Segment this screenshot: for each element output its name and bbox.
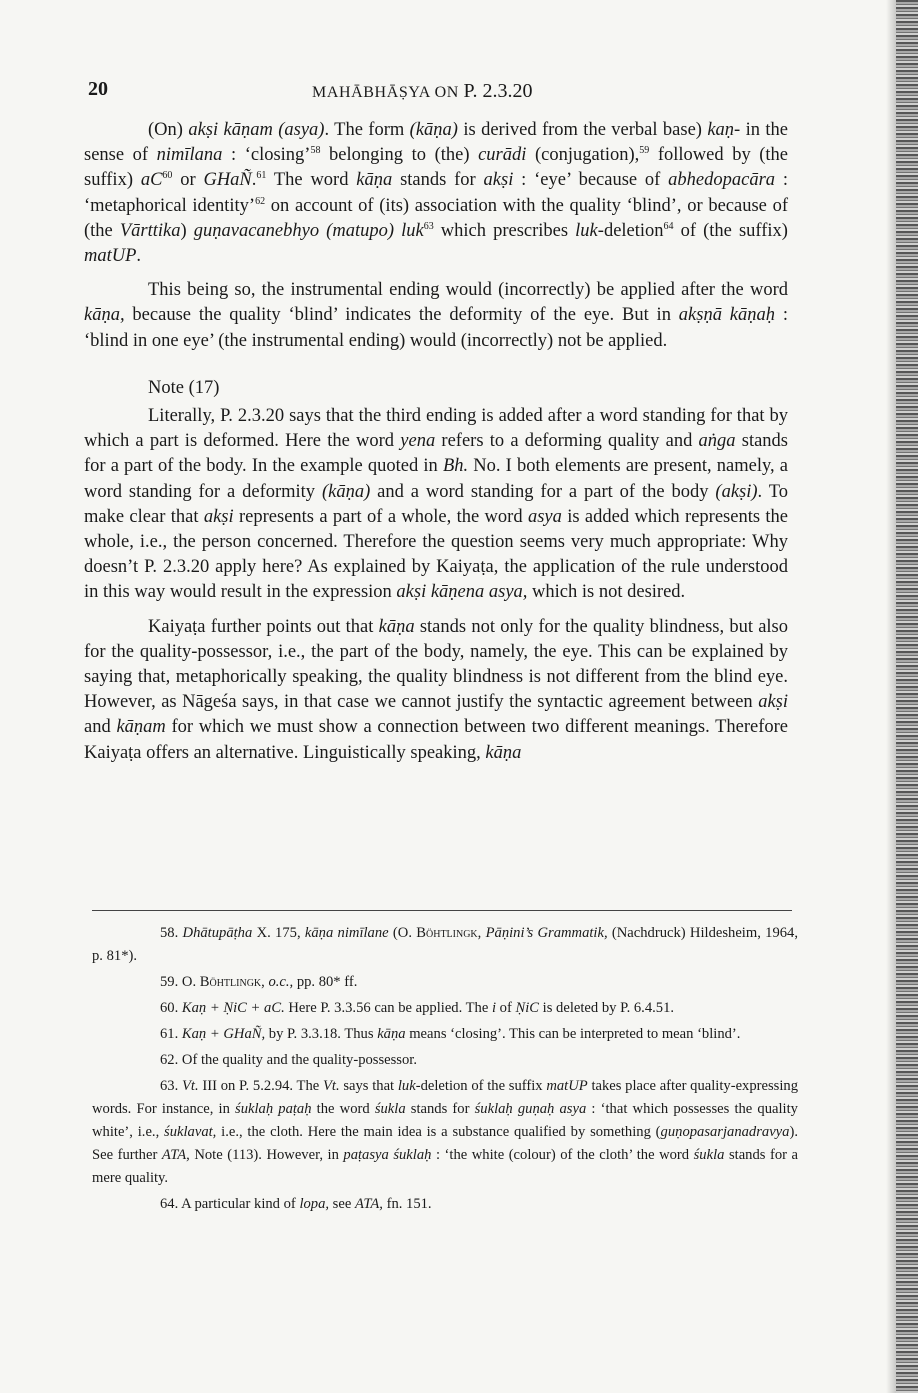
footnote-60: 60. Kaṇ + ṆiC + aC. Here P. 3.3.56 can be applied. The i of ṆiC is deleted by P. 6.4.51. xyxy=(160,1000,675,1016)
paragraph-3: Literally, P. 2.3.20 says that the third ending is added after a word standing for that by which a part is deformed. Here the word yena refers to a deforming quality and aṅga stands for a part of the body. In the example quoted in Bh. No. I both elements are present, namely, a word standing for a deformity (kāṇa) and a word standing for a part of the body (akṣi). To make clear that akṣi represents a part of a whole, the word asya is added which represents the whole, i.e., the person concerned. Therefore the question seems very much appropriate: Why doesn’t P. 2.3.20 apply here? As explained by Kaiyaṭa, the application of the rule understood in this way would result in the expression akṣi kāṇena asya, which is not desired. xyxy=(84,406,789,603)
footnote-64: 64. A particular kind of lopa, see ATA, fn. 151. xyxy=(160,1196,432,1212)
note-heading: Note (17) xyxy=(148,377,220,398)
footnote-ref: 62 xyxy=(255,195,266,207)
footnote-59: 59. O. Böhtlingk, o.c., pp. 80* ff. xyxy=(160,974,358,990)
footnotes xyxy=(92,922,798,1219)
footnote-ref: 60 xyxy=(162,170,173,182)
running-head: MAHĀBHĀṢYA ON P. 2.3.20 xyxy=(312,80,533,102)
footnote-ref: 64 xyxy=(663,220,674,232)
footnote-ref: 61 xyxy=(256,170,267,182)
page-edge-shadow xyxy=(896,0,918,1393)
footnote-divider xyxy=(92,910,792,911)
footnote-ref: 63 xyxy=(423,220,434,232)
paragraph-1: (On) akṣi kāṇam (asya). The form (kāṇa) is derived from the verbal base) kaṇ- in the sense of nimīlana : ‘closing’$^{58}$ belonging to (the) curādi (conjugation),$^{59}$ followed by (the suffix) $aC^{60}$ or GHaÑ.$^{61}$ The word kāṇa stands for akṣi : ‘eye’ because of abhedopacāra : ‘metaphorical identity’$^{62}$ on account of (its) association with the quality ‘blind’, or because of (the Vārttika) guṇavacanebhyo (matupo) luk$^{63}$ which prescribes luk-deletion$^{64}$ of (the suffix) matUP. xyxy=(84,120,789,267)
main-text xyxy=(84,118,788,766)
footnote-61: 61. Kaṇ + GHaÑ, by P. 3.3.18. Thus kāṇa means ‘closing’. This can be interpreted to mean ‘blind’. xyxy=(160,1026,741,1042)
paragraph-2: This being so, the instrumental ending would (incorrectly) be applied after the word kāṇa, because the quality ‘blind’ indicates the deformity of the eye. But in akṣṇā kāṇaḥ : ‘blind in one eye’ (the instrumental ending) would (incorrectly) not be applied. xyxy=(84,280,788,351)
paragraph-4: Kaiyaṭa further points out that kāṇa stands not only for the quality blindness, but also for the quality-possessor, i.e., the part of the body, namely, the eye. This can be explained by saying that, metaphorically speaking, the quality blindness is not different from the blind eye. However, as Nāgeśa says, in that case we cannot justify the syntactic agreement between akṣi and kāṇam for which we must show a connection between two different meanings. Therefore Kaiyaṭa offers an alternative. Linguistically speaking, kāṇa xyxy=(84,616,788,763)
page-fold-shade xyxy=(886,0,896,1393)
page-number: 20 xyxy=(88,78,108,100)
footnote-ref: 58 xyxy=(310,145,321,157)
footnote-63: 63. Vt. III on P. 5.2.94. The Vt. says that luk-deletion of the suffix matUP takes place after quality-expressing words. For instance, in śuklaḥ paṭaḥ the word śukla stands for śuklaḥ guṇaḥ asya : ‘that which possesses the quality white’, i.e., śuklavat, i.e., the cloth. Here the main idea is a substance qualified by something (guṇopasarjanadravya). See further ATA, Note (113). However, in paṭasya śuklaḥ : ‘the white (colour) of the cloth’ the word śukla stands for a mere quality. xyxy=(92,1078,798,1186)
footnote-58: 58. Dhātupāṭha X. 175, kāṇa nimīlane (O. Böhtlingk, Pāṇini’s Grammatik, (Nachdruck) Hildesheim, 1964, p. 81*). xyxy=(92,925,798,964)
footnote-62: 62. Of the quality and the quality-possessor. xyxy=(160,1052,417,1068)
footnote-ref: 59 xyxy=(639,145,650,157)
